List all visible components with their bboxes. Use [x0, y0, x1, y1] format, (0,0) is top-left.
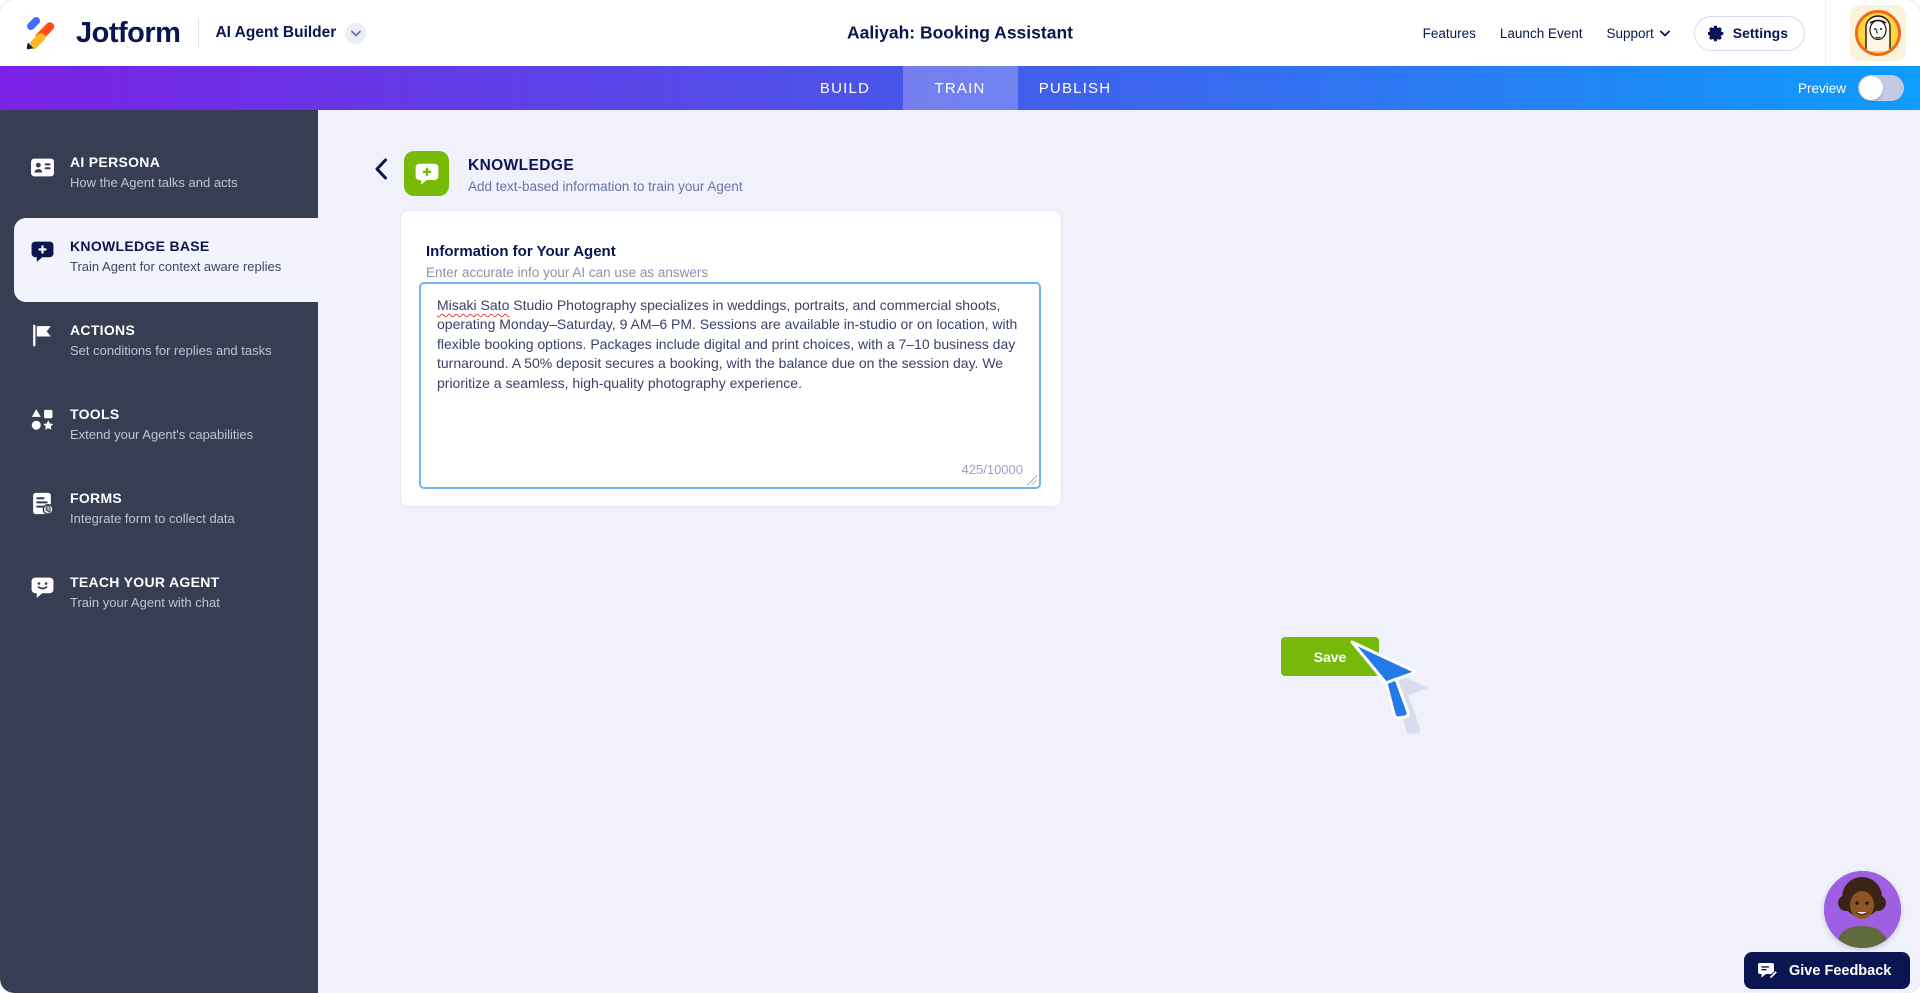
jotform-logo-icon [24, 14, 62, 52]
sidebar-item-title: TEACH YOUR AGENT [70, 574, 220, 590]
card-subtitle: Enter accurate info your AI can use as answers [426, 265, 709, 280]
launch-event-link[interactable]: Launch Event [1499, 25, 1583, 41]
sidebar-item-teach-your-agent[interactable] [0, 554, 318, 638]
textarea-misspelled-text: Misaki Sato [437, 297, 510, 313]
sidebar-item-description: Train your Agent with chat [70, 594, 220, 610]
settings-label: Settings [1732, 25, 1788, 41]
knowledge-icon [404, 151, 449, 196]
give-feedback-button[interactable] [1744, 952, 1910, 989]
sidebar-item-description: Set conditions for replies and tasks [70, 342, 272, 358]
chevron-down-icon [1660, 30, 1670, 37]
header-divider [198, 18, 199, 48]
sidebar-item-title: FORMS [70, 490, 123, 506]
give-feedback-label: Give Feedback [1789, 962, 1892, 979]
sidebar-item-description: Integrate form to collect data [70, 510, 235, 526]
feedback-bubble-icon [1758, 962, 1778, 980]
card-title: Information for Your Agent [426, 243, 616, 260]
sidebar-item-description: Extend your Agent's capabilities [70, 426, 254, 442]
preview-label: Preview [1797, 80, 1846, 96]
sidebar-item-title: ACTIONS [70, 322, 136, 338]
sidebar-item-actions[interactable] [0, 302, 318, 386]
back-button[interactable] [370, 158, 392, 180]
gear-icon [1708, 25, 1725, 42]
chat-smile-icon [30, 575, 55, 600]
section-subtitle: Add text-based information to train your Agent [468, 179, 743, 194]
sidebar-item-tools[interactable] [0, 386, 318, 470]
knowledge-textarea[interactable] [419, 282, 1041, 489]
support-link-label: Support [1606, 25, 1654, 41]
id-card-icon [30, 155, 55, 180]
user-avatar-image [1855, 10, 1901, 56]
chat-plus-icon [30, 239, 55, 264]
support-menu[interactable] [1606, 26, 1669, 41]
section-title: KNOWLEDGE [468, 157, 575, 174]
tab-train[interactable]: TRAIN [903, 66, 1018, 110]
agent-avatar[interactable] [1824, 871, 1901, 948]
settings-button[interactable] [1694, 16, 1805, 51]
save-button[interactable]: Save [1281, 637, 1379, 676]
knowledge-panel [318, 110, 1920, 993]
chevron-left-icon [374, 158, 388, 180]
sidebar-item-ai-persona[interactable] [0, 134, 318, 218]
knowledge-card [400, 210, 1062, 507]
features-link[interactable]: Features [1422, 25, 1476, 41]
sidebar-item-title: AI PERSONA [70, 154, 161, 170]
tab-publish[interactable]: PUBLISH [1018, 66, 1133, 110]
form-doc-icon [30, 491, 55, 516]
sidebar-item-forms[interactable] [0, 470, 318, 554]
tab-build[interactable]: BUILD [788, 66, 903, 110]
user-avatar[interactable] [1850, 5, 1906, 61]
jotform-logo[interactable] [24, 14, 180, 52]
resize-handle-icon[interactable] [1027, 475, 1037, 485]
shapes-icon [30, 407, 55, 432]
product-name: AI Agent Builder [215, 24, 337, 41]
sidebar-item-title: KNOWLEDGE BASE [70, 238, 210, 254]
sidebar-item-description: How the Agent talks and acts [70, 174, 238, 190]
sidebar-item-knowledge-base[interactable] [14, 218, 318, 302]
sidebar-item-description: Train Agent for context aware replies [70, 258, 282, 274]
product-switcher[interactable] [215, 23, 366, 44]
toggle-knob [1859, 76, 1883, 100]
chevron-down-icon [345, 23, 366, 44]
textarea-text: Studio Photography specializes in weddings, portraits, and commercial shoots, operating Monday–Saturday, 9 AM–6 PM. Sessions are available in-studio or on location, with flexible booking options. Packages include digital and print choices, with a 7–10 business day turnaround. A 50% deposit secures a booking, with the balance due on the session day. We prioritize a seamless, high-quality photography experience. [437, 297, 1018, 391]
header-divider [1825, 0, 1826, 66]
train-sidebar [0, 110, 318, 993]
jotform-logo-text: Jotform [76, 16, 181, 49]
build-train-publish-bar [0, 66, 1920, 110]
char-counter: 425/10000 [961, 461, 1023, 477]
page-title: Aaliyah: Booking Assistant [847, 22, 1073, 43]
sidebar-item-title: TOOLS [70, 406, 120, 422]
preview-toggle[interactable] [1858, 75, 1904, 101]
top-header [0, 0, 1920, 66]
flag-icon [30, 323, 55, 348]
